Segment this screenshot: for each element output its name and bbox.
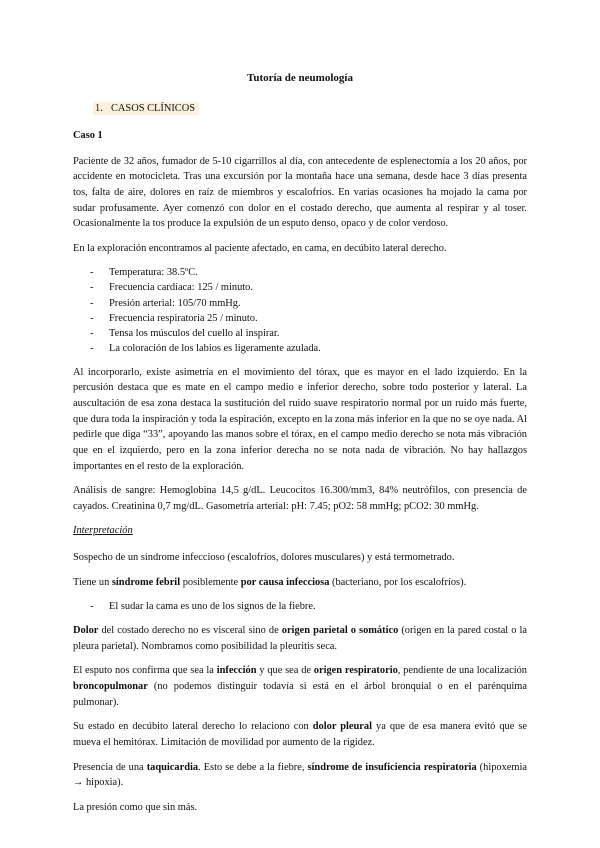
list-item: [73, 599, 527, 614]
bold-term: infección: [216, 665, 257, 677]
text-run: Su estado en decúbito lateral derecho lo relaciono con: [73, 721, 313, 733]
list-item: [73, 296, 527, 311]
text-run: Tiene un: [73, 576, 112, 588]
bold-term: origen parietal o somático: [281, 625, 399, 637]
bold-term: síndrome de insuficiencia respiratoria: [307, 761, 477, 773]
vital-text: Tensa los músculos del cuello al inspirar.: [109, 327, 280, 339]
text-run: . Esto se debe a la fiebre,: [198, 761, 308, 773]
dash-bullet: -: [90, 312, 94, 324]
interpretation-paragraph-4: [73, 663, 527, 710]
interpretation-paragraph-3: [73, 623, 527, 654]
text-run: (no podemos distinguir todavía si está en el árbol bronquial o en el parénquima pulmonar).: [73, 681, 527, 708]
text-run: El esputo nos confirma que sea la: [73, 665, 217, 677]
dash-bullet: -: [90, 342, 94, 354]
text-run: ya que de esa manera evitó que se mueva el hemitórax. Limitación de movilidad por aumento de la rigidez.: [73, 721, 527, 748]
bold-term: broncopulmonar: [73, 681, 148, 693]
bold-term: síndrome febril: [111, 576, 181, 588]
list-item: [73, 326, 527, 341]
case-title: Caso 1: [73, 130, 103, 142]
text-run: del costado derecho no es visceral sino de: [98, 625, 282, 637]
interpretation-paragraph-7: La presión como que sin más.: [73, 801, 198, 813]
interpretation-bullet-list: [73, 599, 527, 614]
case-intro-paragraph: Paciente de 32 años, fumador de 5-10 cigarrillos al día, con antecedente de esplenectomía a los 20 años, por accidente en motocicleta. Tras una excursión por la montaña hace una semana, desde hace 3 días presenta tos, falta de aire, dolores en raíz de miembros y escalofríos. En varias ocasiones ha mojado la cama por sudar profusamente. Ayer comenzó con dolor en el costado derecho, que aumenta al respirar y al toser. Ocasionalmente la tos produce la expulsión de un esputo denso, opaco y de color verdoso.: [73, 155, 527, 230]
exploration-intro: En la exploración encontramos al paciente afectado, en cama, en decúbito lateral derecho.: [73, 242, 447, 254]
bullet-text: El sudar la cama es uno de los signos de la fiebre.: [109, 601, 316, 613]
interpretation-paragraph-6: [73, 760, 527, 791]
text-run: y que sea de: [256, 665, 314, 677]
dash-bullet: -: [90, 282, 94, 294]
interpretation-paragraph-5: [73, 719, 527, 750]
section-number: 1.: [95, 102, 103, 114]
bold-term: taquicardia: [146, 761, 199, 773]
dash-bullet: -: [90, 601, 94, 613]
list-item: [73, 311, 527, 326]
bold-term: Dolor: [73, 625, 99, 637]
text-run: (origen en la pared costal o la pleura parietal). Nombramos como posibilidad la pleuritis seca.: [73, 625, 528, 652]
interpretation-heading: Interpretación: [73, 525, 133, 537]
text-run: (bacteriano, por los escalofríos).: [329, 576, 467, 588]
lab-paragraph: Análisis de sangre: Hemoglobina 14,5 g/dL. Leucocitos 16.300/mm3, 84% neutrófilos, con presencia de cayados. Creatinina 0,7 mg/dL. Gasometría arterial: pH: 7.45; pO2: 58 mmHg; pCO2: 30 mmHg.: [73, 485, 527, 512]
bold-term: origen respiratorio: [313, 665, 398, 677]
exploration-paragraph: Al incorporarlo, existe asimetría en el movimiento del tórax, que es mayor en el lado izquierdo. En la percusión destaca que es mate en el campo medio e inferior derecho, sobre todo posterior y lateral. La auscultación de esa zona destaca la sustitución del ruido suave respiratorio normal por un ruido más fuerte, que dura toda la inspiración y toda la espiración, excepto en la zona más inferior en la que no se oye nada. Al pedirle que diga “33”, apoyando las manos sobre el tórax, en el campo medio derecho se nota más vibración que en el izquierdo, pero en la zona inferior derecha no se nota nada de vibración. No hay hallazgos importantes en el resto de la exploración.: [73, 366, 527, 472]
list-item: [73, 280, 527, 295]
section-label: CASOS CLÍNICOS: [111, 102, 196, 114]
list-item: [73, 341, 527, 356]
interpretation-paragraph-1: Sospecho de un síndrome infeccioso (escalofríos, dolores musculares) y está termometrado.: [73, 551, 455, 563]
vitals-list: [73, 265, 527, 355]
interpretation-paragraph-2: [73, 575, 527, 591]
vital-text: Presión arterial: 105/70 mmHg.: [109, 297, 241, 309]
vital-text: La coloración de los labios es ligeramente azulada.: [109, 342, 321, 354]
vital-text: Frecuencia respiratoria 25 / minuto.: [109, 312, 258, 324]
text-run: posiblemente: [180, 576, 241, 588]
section-heading-highlight: [93, 102, 199, 115]
dash-bullet: -: [90, 297, 94, 309]
section-heading: [73, 101, 527, 117]
text-run: (hipoxemia → hipoxia).: [73, 761, 527, 789]
page-title: Tutoría de neumología: [247, 72, 353, 84]
text-run: , pendiente de una localización: [397, 665, 527, 677]
vital-text: Frecuencia cardíaca: 125 / minuto.: [109, 282, 253, 294]
list-item: [73, 265, 527, 280]
vital-text: Temperatura: 38.5ºC.: [109, 267, 198, 279]
dash-bullet: -: [90, 327, 94, 339]
text-run: Presencia de una: [73, 761, 147, 773]
bold-term: por causa infecciosa: [240, 576, 330, 588]
dash-bullet: -: [90, 267, 94, 279]
bold-term: dolor pleural: [312, 721, 373, 733]
